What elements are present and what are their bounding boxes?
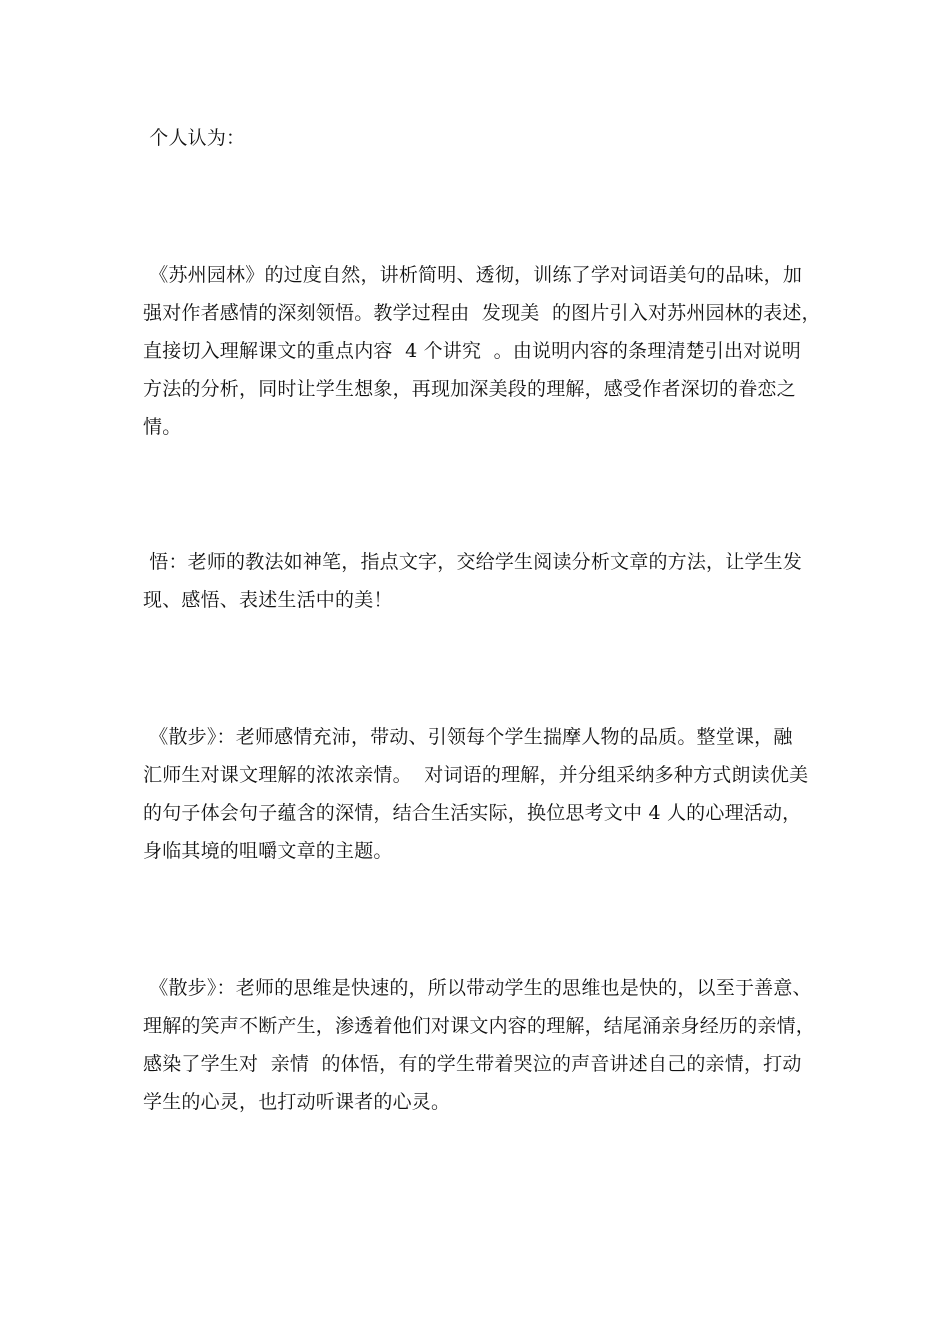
paragraph-line: 《苏州园林》的过度自然，讲析简明、透彻，训练了学对词语美句的品味，加 [143,264,803,286]
paragraph-line: 悟：老师的教法如神笔，指点文字，交给学生阅读分析文章的方法，让学生发 [143,551,803,573]
paragraph-line: 学生的心灵，也打动听课者的心灵。 [143,1091,451,1113]
paragraph-line: 汇师生对课文理解的浓浓亲情。 对词语的理解，并分组采纳多种方式朗读优美 [143,764,809,786]
paragraph-line: 的句子体会句子蕴含的深情，结合生活实际，换位思考文中 4 人的心理活动， [143,802,802,824]
paragraph-line: 《散步》：老师的思维是快速的，所以带动学生的思维也是快的，以至于善意、 [143,977,812,999]
paragraph-line: 情。 [143,416,182,438]
paragraph-line: 直接切入理解课文的重点内容 4 个讲究 。由说明内容的条理清楚引出对说明 [143,340,801,362]
paragraph-line: 现、感悟、表述生活中的美！ [143,589,393,611]
paragraph-line: 身临其境的咀嚼文章的主题。 [143,840,393,862]
paragraph-line: 理解的笑声不断产生，渗透着他们对课文内容的理解，结尾涌亲身经历的亲情， [143,1015,816,1037]
paragraph-line: 方法的分析，同时让学生想象，再现加深美段的理解，感受作者深切的眷恋之 [143,378,796,400]
paragraph-line: 感染了学生对 亲情 的体悟，有的学生带着哭泣的声音讲述自己的亲情，打动 [143,1053,802,1075]
heading: 个人认为： [143,127,246,149]
paragraph-line: 《散步》：老师感情充沛，带动、引领每个学生揣摩人物的品质。整堂课，融 [143,726,793,748]
paragraph-line: 强对作者感情的深刻领悟。教学过程由 发现美 的图片引入对苏州园林的表述， [143,302,821,324]
